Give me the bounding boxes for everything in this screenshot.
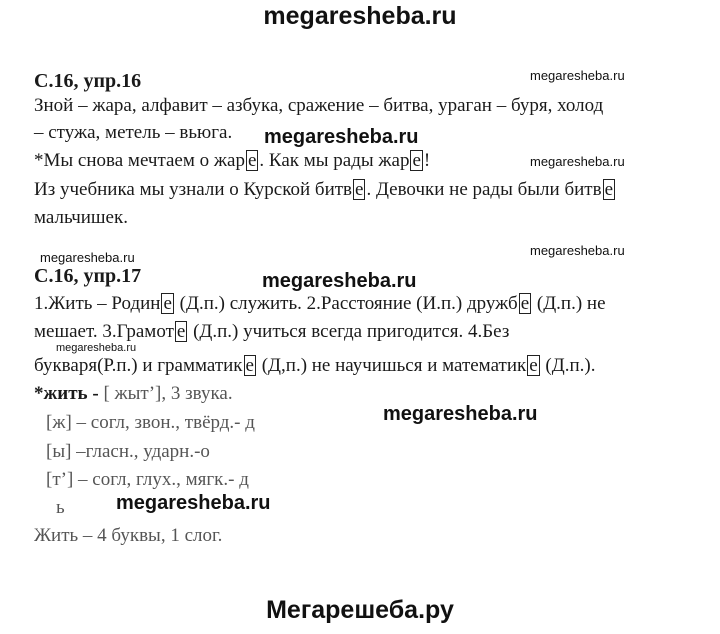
watermark-big: megaresheba.ru — [383, 403, 538, 425]
ending-box: е — [247, 150, 257, 171]
watermark-small: megaresheba.ru — [530, 243, 625, 258]
letters-syllables-line: Жить – 4 буквы, 1 слог. — [34, 525, 223, 546]
watermark-small: megaresheba.ru — [530, 68, 625, 83]
watermark-big: megaresheba.ru — [262, 270, 417, 292]
watermark-small: megaresheba.ru — [40, 250, 135, 265]
site-brand-bottom: Мегарешеба.ру — [266, 596, 454, 624]
ending-box: е — [412, 150, 421, 171]
ending-box: е — [163, 293, 172, 314]
ending-box: е — [176, 321, 186, 342]
watermark-small: megaresheba.ru — [56, 342, 137, 354]
ex17-line-1: 1.Жить – Родин е (Д.п.) служить. 2.Расстояние (И.п.) дружб е (Д.п.) не — [34, 293, 606, 314]
ex16-line-1: Зной – жара, алфавит – азбука, сражение – битва, ураган – буря, холод — [34, 95, 604, 116]
ending-box: е — [520, 293, 530, 314]
ending-box: е — [355, 179, 364, 200]
ex16-line-5: мальчишек. — [34, 207, 128, 228]
transcription-line: *жить - [ жыт’], 3 звука. — [34, 383, 233, 404]
sound-analysis-t: [т’] – согл, глух., мягк.- д — [46, 469, 249, 490]
sound-analysis-zh: [ж] – согл, звон., твёрд.- д — [46, 412, 255, 433]
ex17-line-2: мешает. 3.Грамот е (Д.п.) учиться всегда пригодится. 4.Без — [34, 321, 510, 342]
watermark-big: megaresheba.ru — [264, 126, 419, 148]
ending-box: е — [604, 179, 613, 200]
site-brand-top: megaresheba.ru — [263, 2, 457, 30]
ending-box: е — [245, 355, 254, 376]
sound-analysis-y: [ы] –гласн., ударн.-о — [46, 441, 210, 462]
ex17-line-3: букваря(Р.п.) и грамматик е (Д,п.) не научишься и математик е (Д.п.). — [34, 355, 596, 376]
watermark-big: megaresheba.ru — [116, 492, 271, 514]
ex16-line-4: Из учебника мы узнали о Курской битв е . Девочки не рады были битв е — [34, 179, 613, 200]
ex16-line-2: – стужа, метель – вьюга. — [34, 122, 233, 143]
exercise-17-heading: С.16, упр.17 — [34, 265, 142, 287]
soft-sign-line: ь — [56, 497, 65, 518]
watermark-small: megaresheba.ru — [530, 154, 625, 169]
ex16-line-3: *Мы снова мечтаем о жар е . Как мы рады жар е ! — [34, 150, 431, 171]
ending-box: е — [529, 355, 538, 376]
exercise-16-heading: С.16, упр.16 — [34, 70, 142, 92]
